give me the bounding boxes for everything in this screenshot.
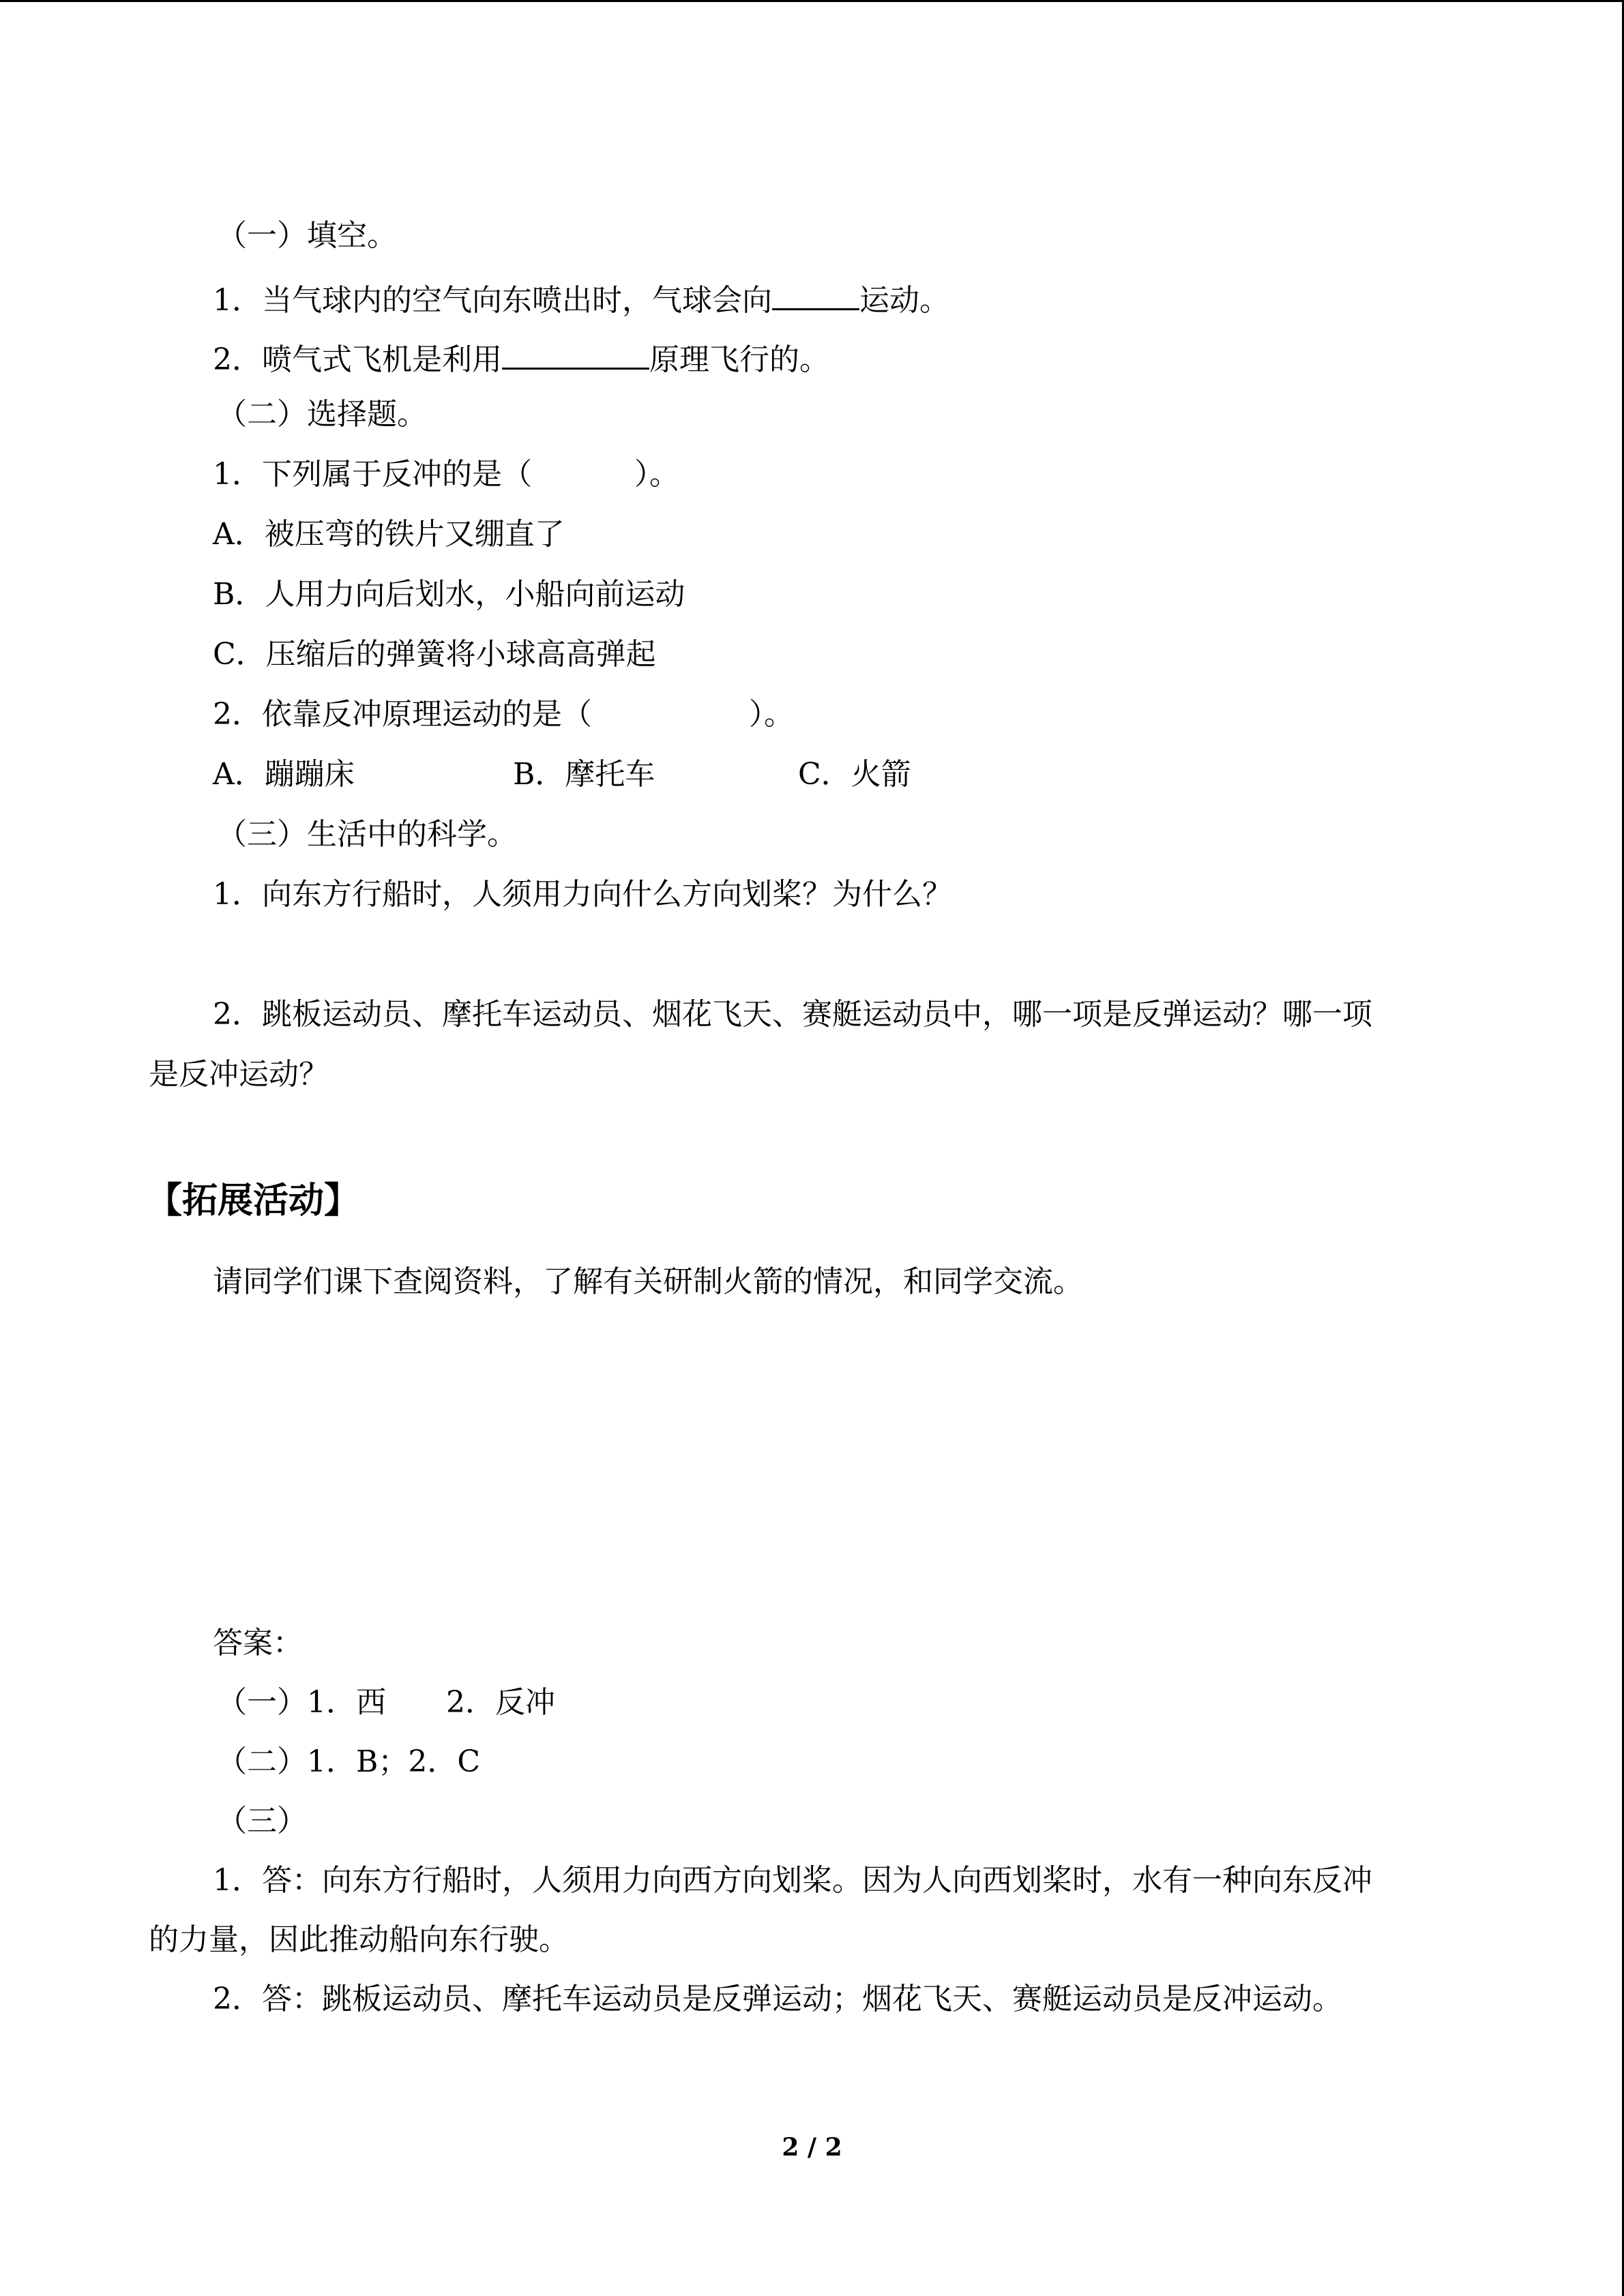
choice-question-2: [213, 694, 794, 735]
choice-q2-text: 2．依靠反冲原理运动的是（: [213, 697, 592, 732]
choice-q1-option-c: C．压缩后的弹簧将小球高高弹起: [213, 637, 656, 672]
choice-q2-option-b: B．摩托车: [513, 757, 655, 792]
life-science-question-2-line-2: 是反冲运动？: [149, 1057, 329, 1092]
answers-part-3: （三）: [217, 1804, 307, 1838]
fill-blank-question-1: [213, 275, 949, 316]
fill-blank-q1-text: 1．当气球内的空气向东喷出时，气球会向: [213, 283, 772, 318]
answers-part-1: （一）1．西 2．反冲: [217, 1685, 555, 1720]
choice-q2-option-c: C．火箭: [798, 757, 911, 792]
extension-heading: 【拓展活动】: [147, 1180, 360, 1221]
choice-q1-tail: ）。: [634, 457, 679, 492]
top-border: [0, 0, 1624, 2]
section-choice-title: （二）选择题。: [217, 397, 427, 432]
page-number: 2 / 2: [782, 2133, 842, 2162]
section-life-science-title: （三）生活中的科学。: [217, 817, 517, 852]
answer-1-line-2: 的力量，因此推动船向东行驶。: [149, 1922, 569, 1957]
choice-question-1: [213, 454, 679, 495]
extension-text: 请同学们课下查阅资料，了解有关研制火箭的情况，和同学交流。: [213, 1264, 1083, 1299]
choice-q1-text: 1．下列属于反冲的是（: [213, 457, 532, 492]
life-science-question-2-line-1: 2．跳板运动员、摩托车运动员、烟花飞天、赛艇运动员中，哪一项是反弹运动？哪一项: [213, 997, 1372, 1032]
fill-blank-q2-tail: 原理飞行的。: [649, 342, 829, 377]
section-fill-blank-title: （一）填空。: [217, 218, 397, 253]
answer-blank: [502, 335, 649, 370]
choice-q2-tail: ）。: [749, 697, 794, 732]
answer-1-line-1: 1．答：向东方行船时，人须用力向西方向划桨。因为人向西划桨时，水有一种向东反冲: [213, 1863, 1372, 1898]
choice-q1-option-a: A．被压弯的铁片又绷直了: [213, 517, 565, 552]
fill-blank-q2-text: 2．喷气式飞机是利用: [213, 342, 502, 377]
fill-blank-question-2: [213, 335, 829, 376]
life-science-question-1: 1．向东方行船时，人须用力向什么方向划桨？为什么？: [213, 877, 952, 912]
answers-title: 答案：: [213, 1626, 303, 1660]
choice-q1-option-b: B．人用力向后划水，小船向前运动: [213, 577, 685, 612]
fill-blank-q1-tail: 运动。: [859, 283, 949, 318]
answers-part-2: （二）1．B；2．C: [217, 1744, 480, 1779]
answer-blank: [772, 275, 859, 310]
answer-2: 2．答：跳板运动员、摩托车运动员是反弹运动；烟花飞天、赛艇运动员是反冲运动。: [213, 1982, 1342, 2016]
choice-q2-option-a: A．蹦蹦床: [213, 757, 355, 792]
